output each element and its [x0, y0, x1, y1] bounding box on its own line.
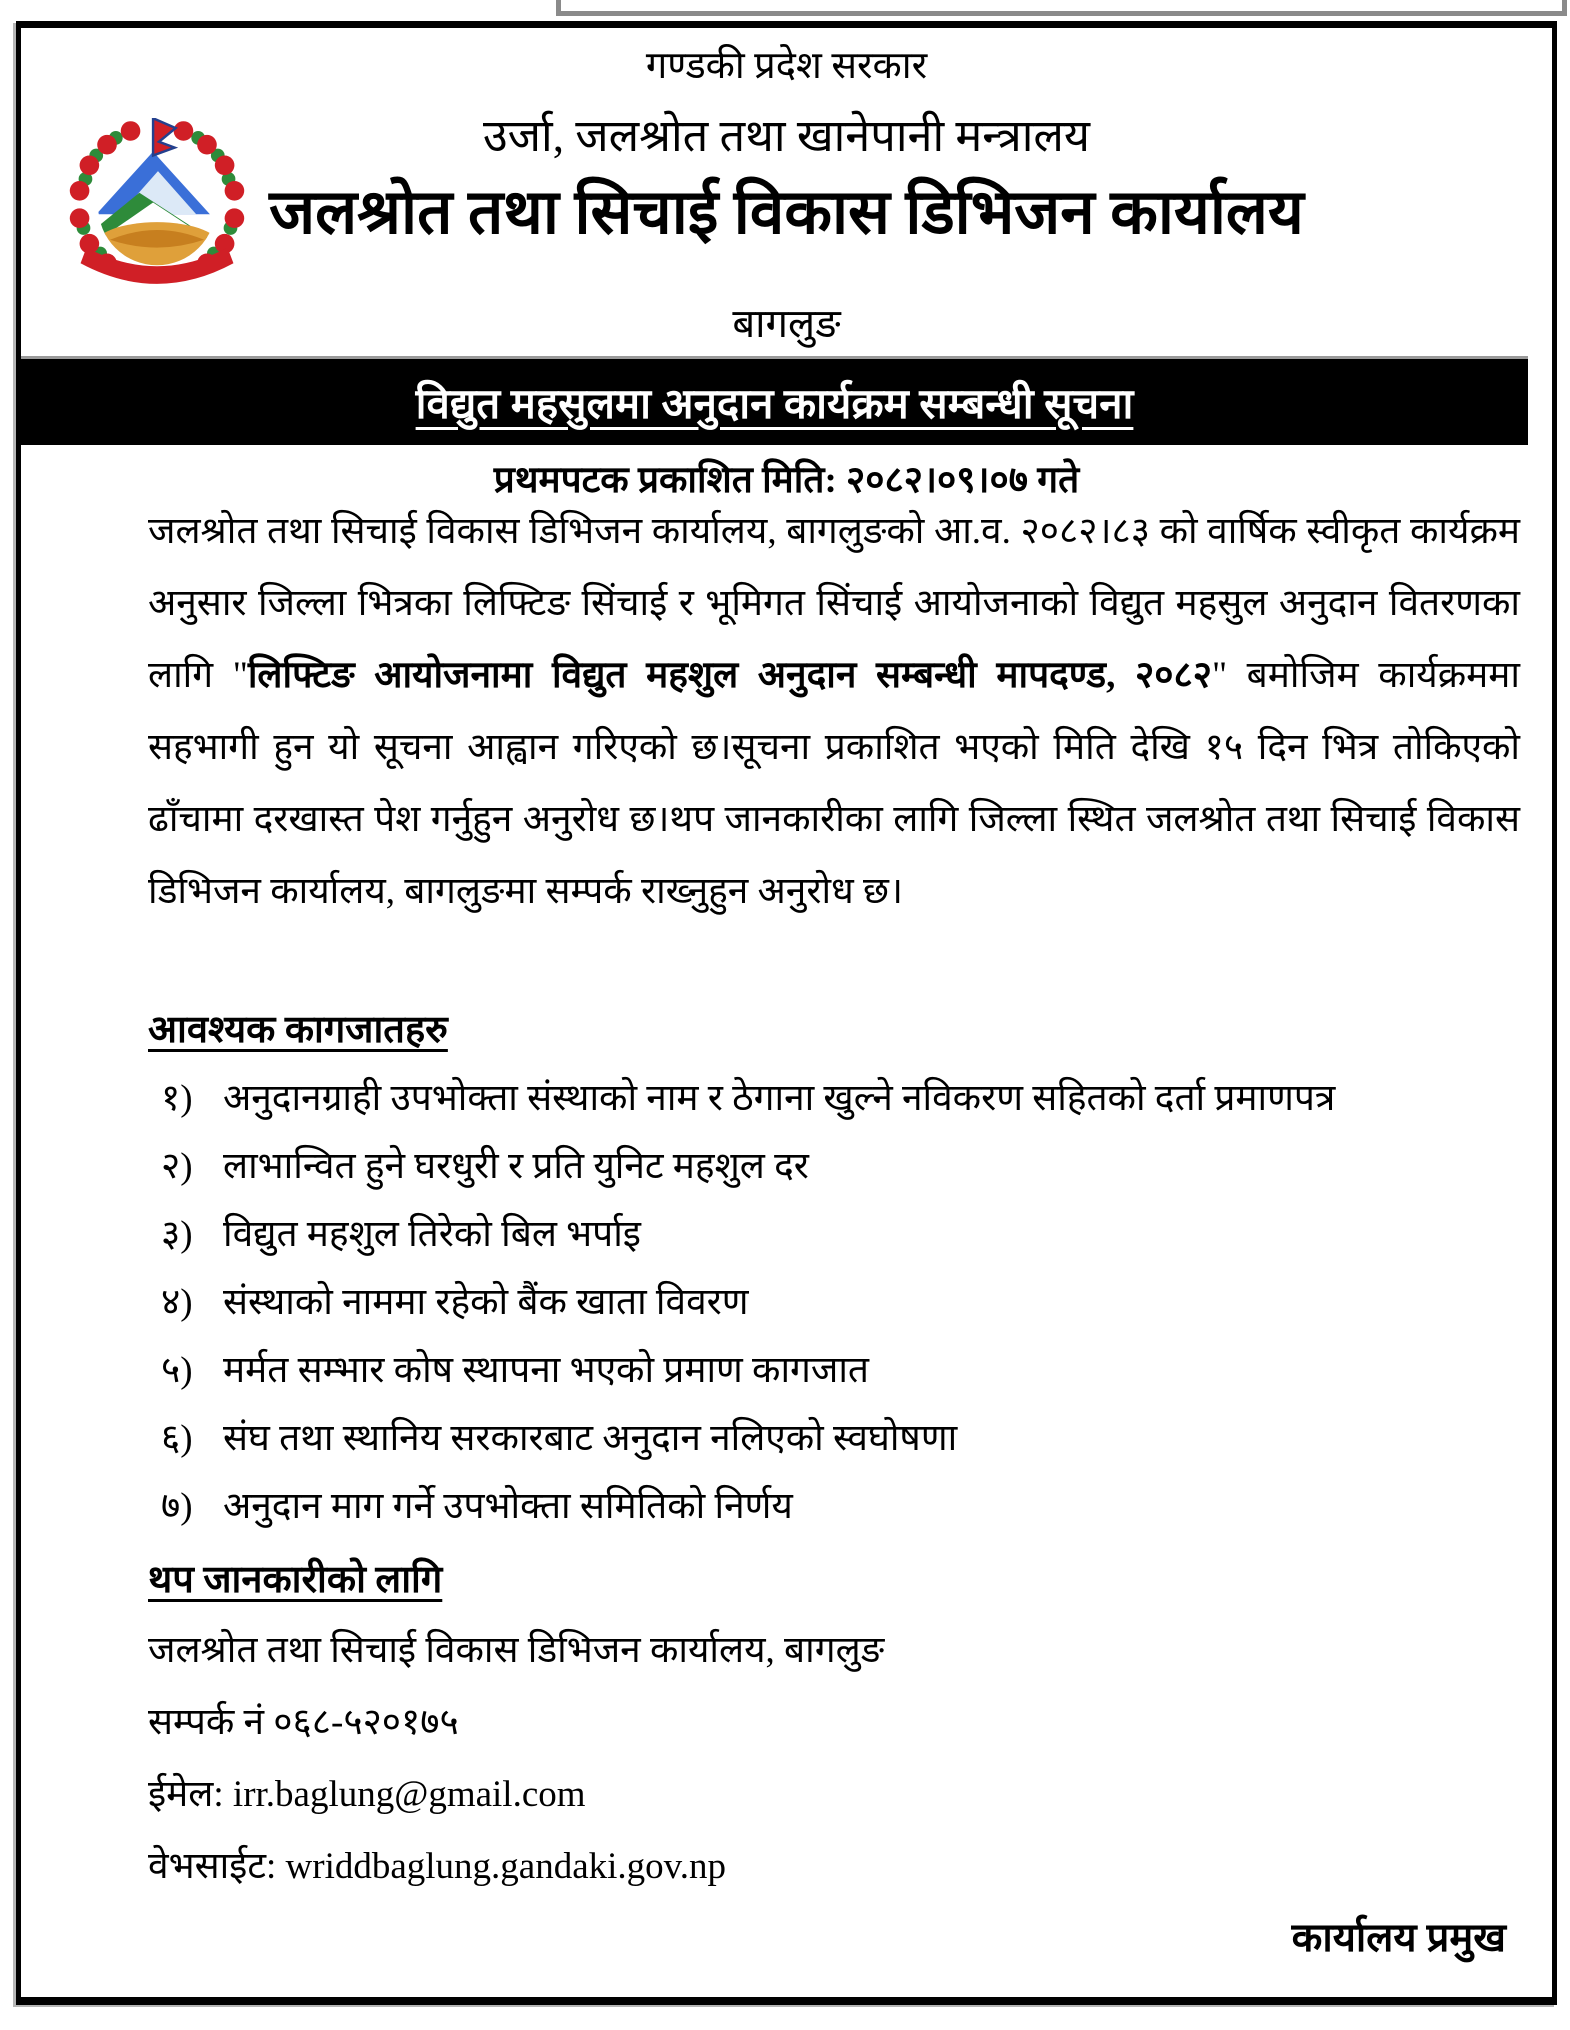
- notice-body: [148, 496, 1520, 928]
- item-text: लाभान्वित हुने घरधुरी र प्रति युनिट महशुल दर: [223, 1146, 809, 1187]
- government-line: गण्डकी प्रदेश सरकार: [645, 45, 928, 87]
- contact-email-line: [148, 1766, 586, 1817]
- document-item: [161, 1070, 1551, 1138]
- window-fragment: [556, 0, 1567, 16]
- item-number: ३): [161, 1214, 193, 1255]
- document-page: [16, 21, 1557, 2005]
- notice-body-bold: लिफ्टिङ आयोजनामा विद्युत महशुल अनुदान सम्बन्धी मापदण्ड, २०८२: [247, 655, 1212, 696]
- notice-body-pre: जलश्रोत तथा सिचाई विकास डिभिजन कार्यालय, बागलुङको आ.व. २०८२।८३ को वार्षिक स्वीकृत कार्यक्रम अनुसार जिल्ला भित्रका लिफ्टिङ सिंचाई र भूमिगत सिंचाई आयोजनाको विद्युत महसुल अनुदान वितरणका लागि ": [148, 511, 1520, 696]
- required-documents-heading: आवश्यक कागजातहरु: [148, 1009, 448, 1051]
- publish-date-line: प्रथमपटक प्रकाशित मिति: २०८२।०९।०७ गते: [493, 460, 1080, 501]
- item-text: अनुदानग्राही उपभोक्ता संस्थाको नाम र ठेगाना खुल्ने नविकरण सहितको दर्ता प्रमाणपत्र: [223, 1078, 1336, 1119]
- required-documents-list: [161, 1070, 1551, 1546]
- email-label: ईमेल:: [148, 1774, 224, 1815]
- notice-title: विद्युत महसुलमा अनुदान कार्यक्रम सम्बन्धी सूचना: [415, 381, 1134, 428]
- document-item: [161, 1410, 1551, 1478]
- email-value: irr.baglung@gmail.com: [232, 1774, 586, 1815]
- document-item: [161, 1138, 1551, 1206]
- notice-body-post: " बमोजिम कार्यक्रममा सहभागी हुन यो सूचना आह्वान गरिएको छ।सूचना प्रकाशित भएको मिति देखि १५ दिन भित्र तोकिएको ढाँचामा दरखास्त पेश गर्नुहुन अनुरोध छ।थप जानकारीका लागि जिल्ला स्थित जलश्रोत तथा सिचाई विकास डिभिजन कार्यालय, बागलुङमा सम्पर्क राख्नुहुन अनुरोध छ।: [148, 655, 1521, 912]
- contact-office-line: जलश्रोत तथा सिचाई विकास डिभिजन कार्यालय, बागलुङ: [148, 1630, 885, 1671]
- notice-title-bar: [21, 356, 1528, 445]
- office-name-title: जलश्रोत तथा सिचाई विकास डिभिजन कार्यालय: [269, 179, 1304, 247]
- website-value: wriddbaglung.gandaki.gov.np: [285, 1846, 727, 1887]
- item-number: १): [161, 1078, 193, 1119]
- item-number: ६): [161, 1418, 193, 1459]
- item-text: मर्मत सम्भार कोष स्थापना भएको प्रमाण कागजात: [223, 1350, 870, 1391]
- contact-website-line: [148, 1838, 726, 1889]
- item-number: ५): [161, 1350, 193, 1391]
- document-item: [161, 1274, 1551, 1342]
- signature-title: कार्यालय प्रमुख: [1291, 1915, 1506, 1960]
- item-text: संस्थाको नाममा रहेको बैंक खाता विवरण: [223, 1282, 749, 1323]
- item-number: २): [161, 1146, 193, 1187]
- document-item: [161, 1206, 1551, 1274]
- document-item: [161, 1478, 1551, 1546]
- item-number: ४): [161, 1282, 193, 1323]
- contact-phone-line: सम्पर्क नं ०६८-५२०१७५: [148, 1702, 459, 1743]
- document-item: [161, 1342, 1551, 1410]
- item-text: अनुदान माग गर्ने उपभोक्ता समितिको निर्णय: [223, 1486, 793, 1527]
- ministry-line: उर्जा, जलश्रोत तथा खानेपानी मन्त्रालय: [482, 111, 1090, 161]
- item-text: विद्युत महशुल तिरेको बिल भर्पाइ: [223, 1214, 641, 1255]
- location-line: बागलुङ: [732, 301, 841, 346]
- item-number: ७): [161, 1486, 193, 1527]
- more-info-heading: थप जानकारीको लागि: [148, 1559, 443, 1601]
- website-label: वेभसाईट:: [148, 1846, 277, 1887]
- item-text: संघ तथा स्थानिय सरकारबाट अनुदान नलिएको स्वघोषणा: [223, 1418, 958, 1459]
